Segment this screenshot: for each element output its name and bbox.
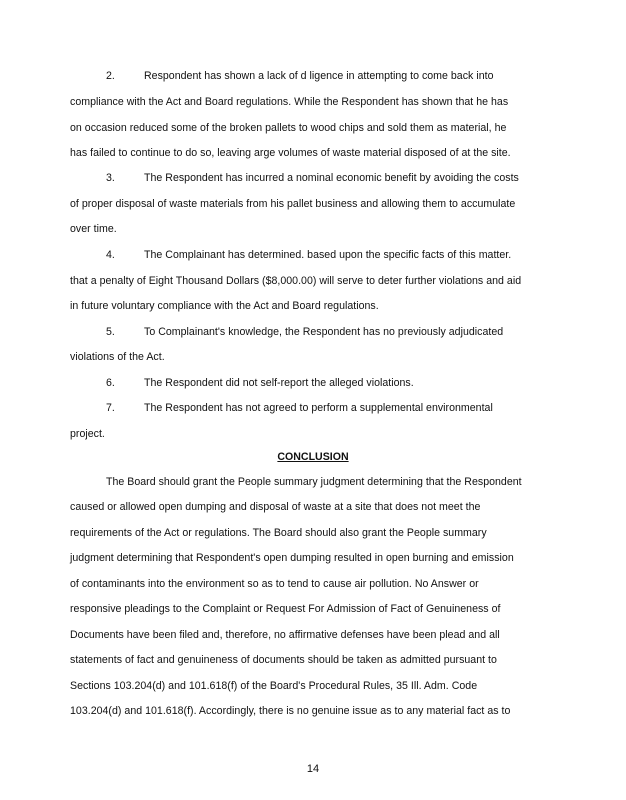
item-text-line: over time. bbox=[70, 223, 117, 235]
item-text-line: project. bbox=[70, 428, 105, 440]
paragraph-line: responsive pleadings to the Complaint or Request For Admission of Fact of Genuineness of bbox=[70, 603, 501, 615]
item-text-line: The Respondent has not agreed to perform a supplemental environmental bbox=[144, 402, 493, 414]
item-text-line: violations of the Act. bbox=[70, 351, 165, 363]
paragraph-line: of contaminants into the environment so as to tend to cause air pollution. No Answer or bbox=[70, 578, 479, 590]
item-text-line: has failed to continue to do so, leaving arge volumes of waste material disposed of at the site. bbox=[70, 147, 511, 159]
item-text-line: Respondent has shown a lack of d ligence in attempting to come back into bbox=[144, 70, 494, 82]
page-number: 14 bbox=[306, 763, 320, 775]
item-text-line: The Complainant has determined. based upon the specific facts of this matter. bbox=[144, 249, 512, 261]
item-text-line: The Respondent has incurred a nominal economic benefit by avoiding the costs bbox=[144, 172, 519, 184]
section-heading: CONCLUSION bbox=[277, 451, 349, 463]
paragraph-line: The Board should grant the People summary judgment determining that the Respondent bbox=[106, 476, 522, 488]
item-text-line: The Respondent did not self-report the alleged violations. bbox=[144, 377, 414, 389]
paragraph-line: judgment determining that Respondent's open dumping resulted in open burning and emission bbox=[70, 552, 514, 564]
item-number: 7. bbox=[106, 402, 115, 414]
paragraph-line: Documents have been filed and, therefore, no affirmative defenses have been plead and all bbox=[70, 629, 500, 641]
paragraph-line: caused or allowed open dumping and disposal of waste at a site that does not meet the bbox=[70, 501, 481, 513]
item-text-line: in future voluntary compliance with the Act and Board regulations. bbox=[70, 300, 379, 312]
item-number: 4. bbox=[106, 249, 115, 261]
item-number: 6. bbox=[106, 377, 115, 389]
item-text-line: that a penalty of Eight Thousand Dollars ($8,000.00) will serve to deter further violations and aid bbox=[70, 275, 522, 287]
item-text-line: compliance with the Act and Board regulations. While the Respondent has shown that he has bbox=[70, 96, 509, 108]
paragraph-line: statements of fact and genuineness of documents should be taken as admitted pursuant to bbox=[70, 654, 497, 666]
paragraph-line: 103.204(d) and 101.618(f). Accordingly, there is no genuine issue as to any material fact as to bbox=[70, 705, 511, 717]
item-text-line: of proper disposal of waste materials from his pallet business and allowing them to accumulate bbox=[70, 198, 516, 210]
item-number: 2. bbox=[106, 70, 115, 82]
item-number: 5. bbox=[106, 326, 115, 338]
item-number: 3. bbox=[106, 172, 115, 184]
item-text-line: on occasion reduced some of the broken pallets to wood chips and sold them as material, he bbox=[70, 122, 507, 134]
paragraph-line: Sections 103.204(d) and 101.618(f) of the Board's Procedural Rules, 35 Ill. Adm. Code bbox=[70, 680, 478, 692]
paragraph-line: requirements of the Act or regulations. The Board should also grant the People summary bbox=[70, 527, 487, 539]
item-text-line: To Complainant's knowledge, the Respondent has no previously adjudicated bbox=[144, 326, 504, 338]
